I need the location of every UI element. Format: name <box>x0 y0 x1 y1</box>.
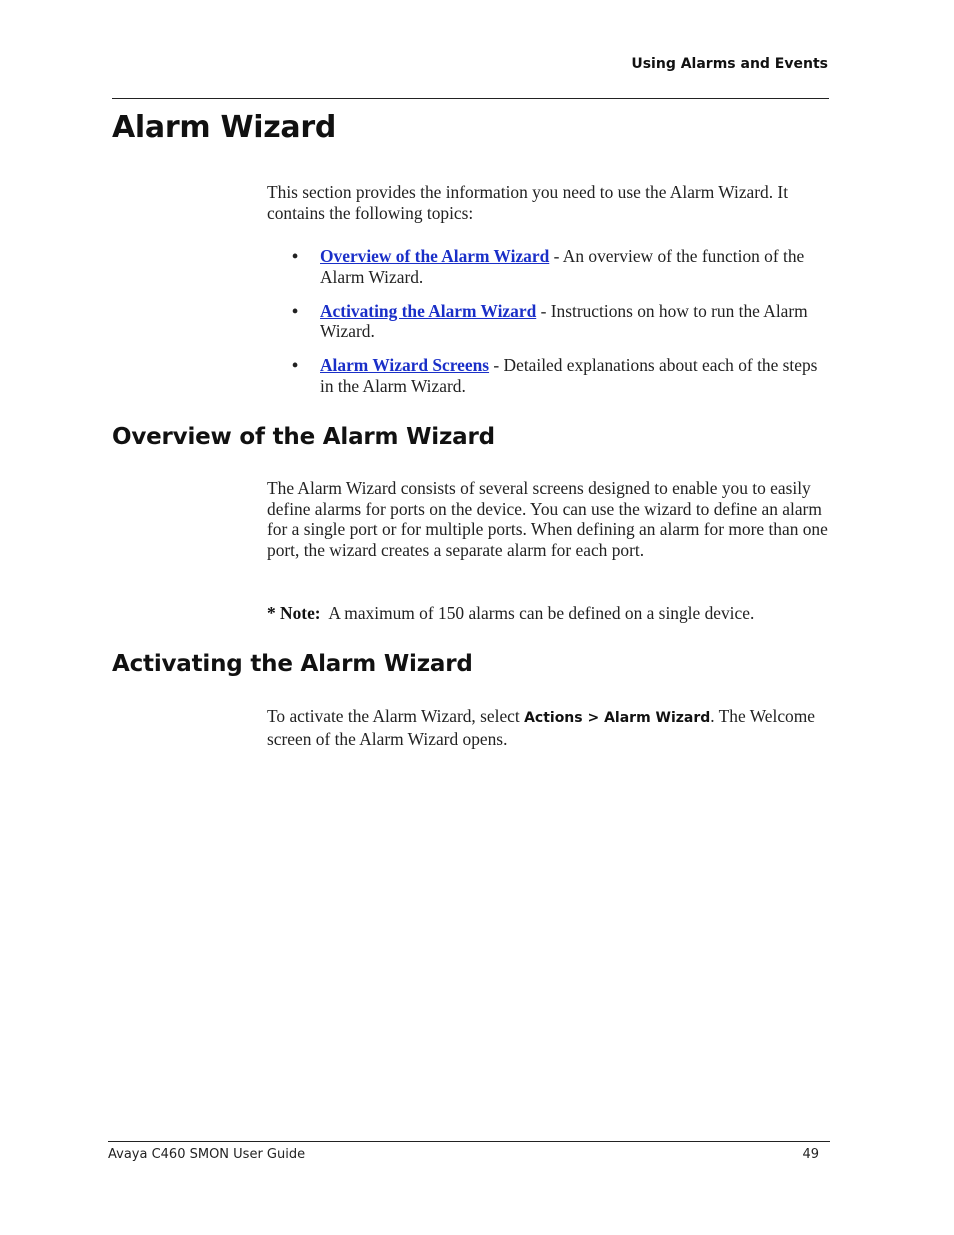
page-title: Alarm Wizard <box>112 110 336 145</box>
topic-description: - An overview of the function of the Alarm Wizard. <box>320 246 805 287</box>
bullet-icon: • <box>292 355 299 375</box>
topic-list-item <box>267 246 829 287</box>
topic-description: - Instructions on how to run the Alarm Wizard. <box>320 300 808 341</box>
header-rule <box>112 98 829 99</box>
overview-paragraph: The Alarm Wizard consists of several screens designed to enable you to easily define alarms for ports on the device. You can use the wizard to define an alarm for a single port or for multiple ports. When defining an alarm for more than one port, the wizard creates a separate alarm for each port. <box>267 478 828 560</box>
page-number: 49 <box>802 1147 819 1162</box>
link-screens[interactable]: Alarm Wizard Screens <box>320 355 490 375</box>
footer-rule <box>108 1141 830 1142</box>
topic-list <box>267 246 829 410</box>
note-paragraph <box>267 603 829 624</box>
topic-description: - Detailed explanations about each of the steps in the Alarm Wizard. <box>320 355 818 396</box>
running-header: Using Alarms and Events <box>631 56 828 72</box>
section-heading-overview: Overview of the Alarm Wizard <box>112 424 495 450</box>
link-activating[interactable]: Activating the Alarm Wizard <box>320 300 537 321</box>
footer-guide-title: Avaya C460 SMON User Guide <box>108 1147 306 1162</box>
topic-list-item <box>267 301 829 342</box>
activating-text-before: To activate the Alarm Wizard, select <box>267 706 525 726</box>
note-label: * Note: <box>267 603 321 623</box>
bullet-icon: • <box>292 300 299 321</box>
activating-paragraph <box>267 706 829 749</box>
link-overview[interactable]: Overview of the Alarm Wizard <box>320 246 550 266</box>
activating-text-after: . The Welcome screen of the Alarm Wizard opens. <box>267 706 815 749</box>
note-text: A maximum of 150 alarms can be defined on a single device. <box>328 603 755 623</box>
menu-path-reference: Actions > Alarm Wizard <box>524 710 711 726</box>
bullet-icon: • <box>292 246 299 266</box>
intro-paragraph: This section provides the information you need to use the Alarm Wizard. It contains the following topics: <box>267 182 789 223</box>
section-heading-activating: Activating the Alarm Wizard <box>112 651 473 677</box>
topic-list-item <box>267 355 829 396</box>
